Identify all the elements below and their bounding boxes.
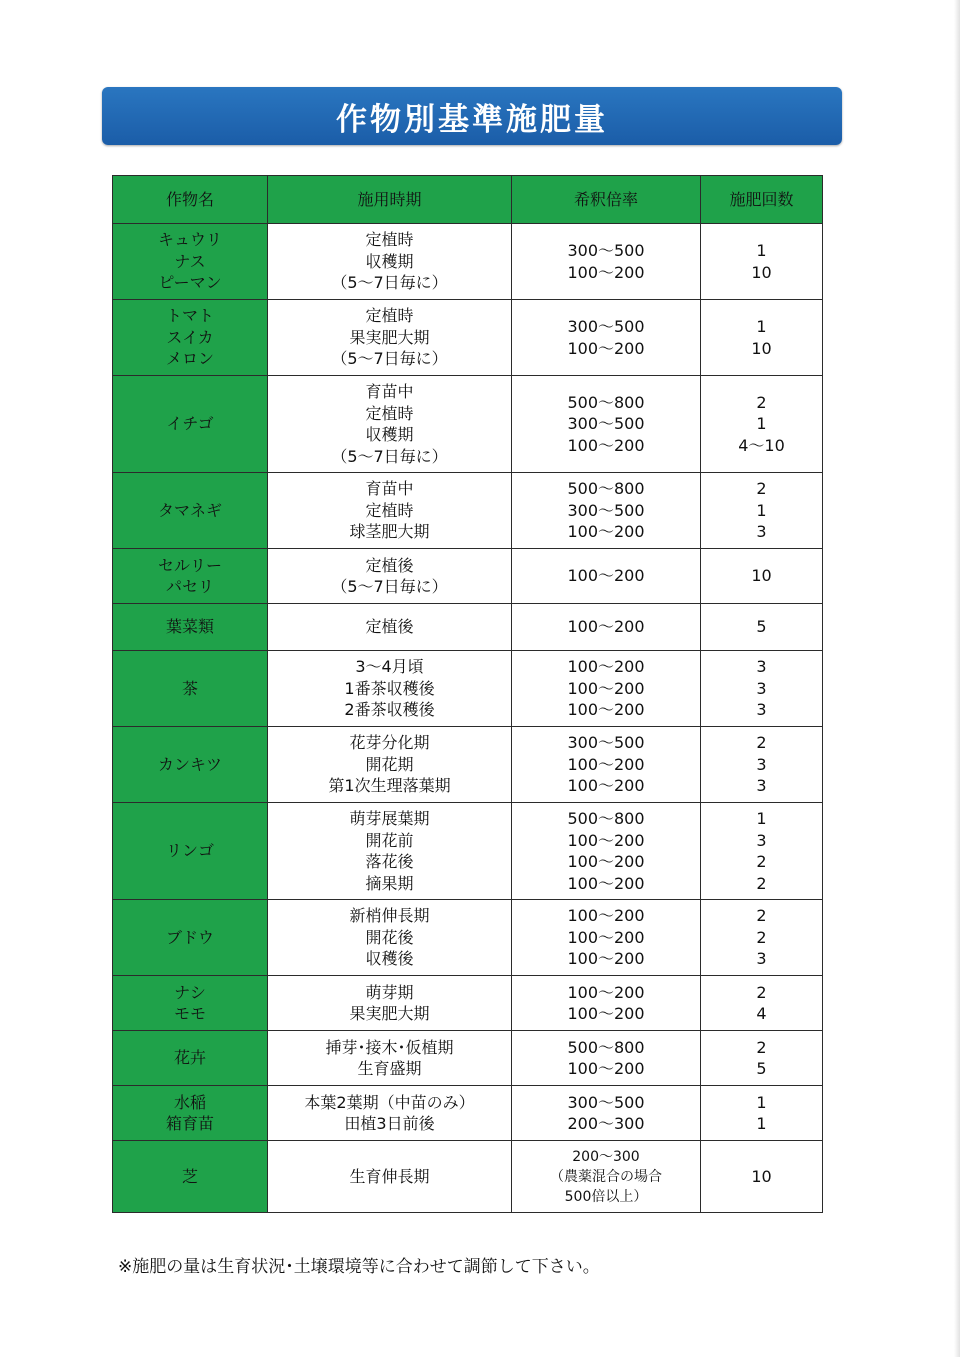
dilution-rate: 500〜800 300〜500 100〜200 [512, 473, 701, 549]
dilution-rate: 300〜500 100〜200 100〜200 [512, 727, 701, 803]
crop-name: リンゴ [113, 803, 268, 900]
application-count: 1 10 [701, 224, 823, 300]
application-period: 生育伸長期 [268, 1141, 512, 1213]
table-header-row [113, 176, 823, 224]
application-period: 育苗中 定植時 球茎肥大期 [268, 473, 512, 549]
dilution-rate: 300〜500 200〜300 [512, 1086, 701, 1141]
header-rate: 希釈倍率 [512, 176, 701, 224]
page-title: 作物別基準施肥量 [336, 101, 608, 138]
table-row [113, 549, 823, 604]
dilution-rate: 300〜500 100〜200 [512, 224, 701, 300]
crop-name: 花卉 [113, 1031, 268, 1086]
header-crop: 作物名 [113, 176, 268, 224]
crop-name: セルリー パセリ [113, 549, 268, 604]
application-count: 10 [701, 1141, 823, 1213]
application-count: 1 1 [701, 1086, 823, 1141]
crop-name: ブドウ [113, 900, 268, 976]
crop-name: タマネギ [113, 473, 268, 549]
application-count: 10 [701, 549, 823, 604]
header-count: 施肥回数 [701, 176, 823, 224]
dilution-rate: 500〜800 100〜200 100〜200 100〜200 [512, 803, 701, 900]
application-period: 育苗中 定植時 収穫期 （5〜7日毎に） [268, 376, 512, 473]
table-row [113, 976, 823, 1031]
crop-name: ナシ モモ [113, 976, 268, 1031]
application-count: 3 3 3 [701, 651, 823, 727]
application-period: 本葉2葉期（中苗のみ） 田植3日前後 [268, 1086, 512, 1141]
application-count: 2 2 3 [701, 900, 823, 976]
table-row [113, 604, 823, 651]
application-period: 挿芽･接木･仮植期 生育盛期 [268, 1031, 512, 1086]
application-period: 定植後 [268, 604, 512, 651]
application-count: 1 3 2 2 [701, 803, 823, 900]
crop-name: イチゴ [113, 376, 268, 473]
application-period: 萌芽期 果実肥大期 [268, 976, 512, 1031]
table-row [113, 803, 823, 900]
title-banner [102, 87, 842, 145]
application-period: 3〜4月頃 1番茶収穫後 2番茶収穫後 [268, 651, 512, 727]
application-count: 2 1 4〜10 [701, 376, 823, 473]
table-row [113, 473, 823, 549]
application-period: 萌芽展葉期 開花前 落花後 摘果期 [268, 803, 512, 900]
crop-name: 水稲 箱育苗 [113, 1086, 268, 1141]
dilution-rate: 300〜500 100〜200 [512, 300, 701, 376]
table-row [113, 1086, 823, 1141]
crop-name: 芝 [113, 1141, 268, 1213]
application-count: 2 5 [701, 1031, 823, 1086]
dilution-rate: 100〜200 [512, 604, 701, 651]
crop-name: トマト スイカ メロン [113, 300, 268, 376]
table-row [113, 300, 823, 376]
page-edge [954, 0, 960, 1357]
application-period: 花芽分化期 開花期 第1次生理落葉期 [268, 727, 512, 803]
crop-name: キュウリ ナス ピーマン [113, 224, 268, 300]
crop-name: 茶 [113, 651, 268, 727]
table-row [113, 900, 823, 976]
application-period: 定植時 収穫期 （5〜7日毎に） [268, 224, 512, 300]
table-row [113, 1031, 823, 1086]
table-row [113, 651, 823, 727]
header-period: 施用時期 [268, 176, 512, 224]
crop-name: 葉菜類 [113, 604, 268, 651]
dilution-rate: 200〜300 （農薬混合の場合 500倍以上） [512, 1141, 701, 1213]
table-row [113, 224, 823, 300]
application-count: 2 1 3 [701, 473, 823, 549]
dilution-rate: 100〜200 100〜200 100〜200 [512, 900, 701, 976]
dilution-rate: 100〜200 100〜200 [512, 976, 701, 1031]
table-row [113, 727, 823, 803]
dilution-rate: 100〜200 [512, 549, 701, 604]
application-period: 定植時 果実肥大期 （5〜7日毎に） [268, 300, 512, 376]
table-row [113, 1141, 823, 1213]
application-period: 定植後 （5〜7日毎に） [268, 549, 512, 604]
application-period: 新梢伸長期 開花後 収穫後 [268, 900, 512, 976]
application-count: 5 [701, 604, 823, 651]
footnote: ※施肥の量は生育状況･土壌環境等に合わせて調節して下さい。 [118, 1257, 600, 1277]
fertilizer-table [112, 175, 823, 1213]
table-row [113, 376, 823, 473]
crop-name: カンキツ [113, 727, 268, 803]
application-count: 1 10 [701, 300, 823, 376]
dilution-rate: 100〜200 100〜200 100〜200 [512, 651, 701, 727]
application-count: 2 4 [701, 976, 823, 1031]
dilution-rate: 500〜800 300〜500 100〜200 [512, 376, 701, 473]
application-count: 2 3 3 [701, 727, 823, 803]
dilution-rate: 500〜800 100〜200 [512, 1031, 701, 1086]
